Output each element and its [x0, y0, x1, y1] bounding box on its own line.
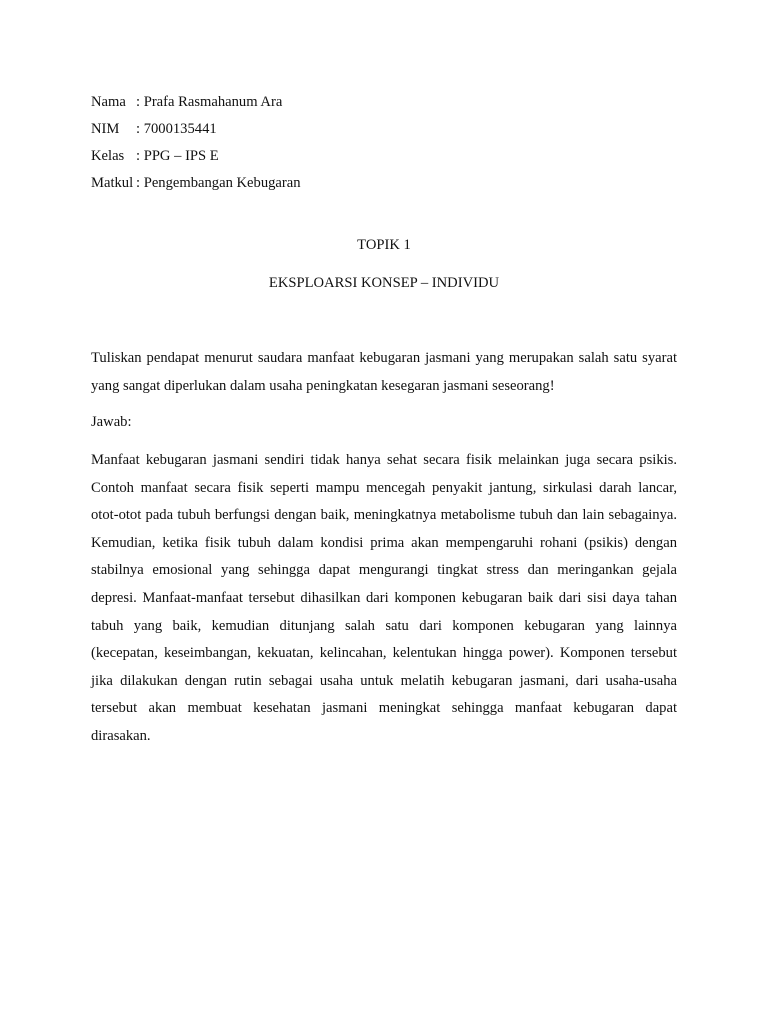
answer-line: stabilnya emosional yang sehingga dapat mengurangi tingkat stress dan meringankan gejala: [91, 562, 677, 579]
answer-line: otot-otot pada tubuh berfungsi dengan baik, meningkatnya metabolisme tubuh dan lain sebagainya.: [91, 507, 677, 524]
answer-line: jika dilakukan dengan rutin sebagai usaha untuk melatih kebugaran jasmani, dari usaha-usaha: [91, 672, 677, 689]
subtitle-heading: EKSPLOARSI KONSEP – INDIVIDU: [268, 275, 500, 291]
identity-key: NIM: [91, 121, 120, 137]
answer-paragraph: [91, 450, 677, 754]
question-line: yang sangat diperlukan dalam usaha peningkatan kesegaran jasmani seseorang!: [91, 377, 555, 394]
answer-line: Manfaat kebugaran jasmani sendiri tidak hanya sehat secara fisik melainkan juga secara psikis.: [91, 452, 677, 468]
identity-value: : PPG – IPS E: [136, 148, 219, 164]
identity-row-matkul: [91, 173, 301, 200]
answer-line: Contoh manfaat secara fisik seperti mampu mencegah penyakit jantung, sirkulasi darah lancar,: [91, 479, 677, 496]
identity-row-nama: [91, 92, 301, 119]
identity-key: Nama: [91, 94, 126, 110]
answer-label: Jawab:: [91, 414, 132, 430]
answer-line: (kecepatan, keseimbangan, kekuatan, kelincahan, kelentukan hingga power). Komponen tersebut: [91, 645, 677, 662]
identity-value: : Prafa Rasmahanum Ara: [136, 94, 283, 110]
identity-key: Matkul: [91, 175, 134, 191]
identity-row-kelas: [91, 146, 301, 173]
answer-line: tabuh yang baik, kemudian ditunjang salah satu dari komponen kebugaran yang lainnya: [91, 617, 677, 634]
answer-line: depresi. Manfaat-manfaat tersebut dihasilkan dari komponen kebugaran baik dari sisi daya tahan: [91, 589, 677, 606]
identity-row-nim: [91, 119, 301, 146]
question-paragraph: [91, 348, 677, 403]
answer-line: tersebut akan membuat kesehatan jasmani meningkat sehingga manfaat kebugaran dapat: [91, 700, 677, 717]
identity-key: Kelas: [91, 148, 125, 164]
identity-value: : 7000135441: [136, 121, 217, 137]
identity-block: [91, 92, 301, 200]
topic-heading: TOPIK 1: [357, 237, 411, 253]
answer-line: Kemudian, ketika fisik tubuh dalam kondisi prima akan mempengaruhi rohani (psikis) dengan: [91, 534, 677, 551]
question-line: Tuliskan pendapat menurut saudara manfaat kebugaran jasmani yang merupakan salah satu syarat: [91, 350, 677, 366]
identity-value: : Pengembangan Kebugaran: [136, 175, 301, 191]
answer-line: dirasakan.: [91, 727, 151, 744]
